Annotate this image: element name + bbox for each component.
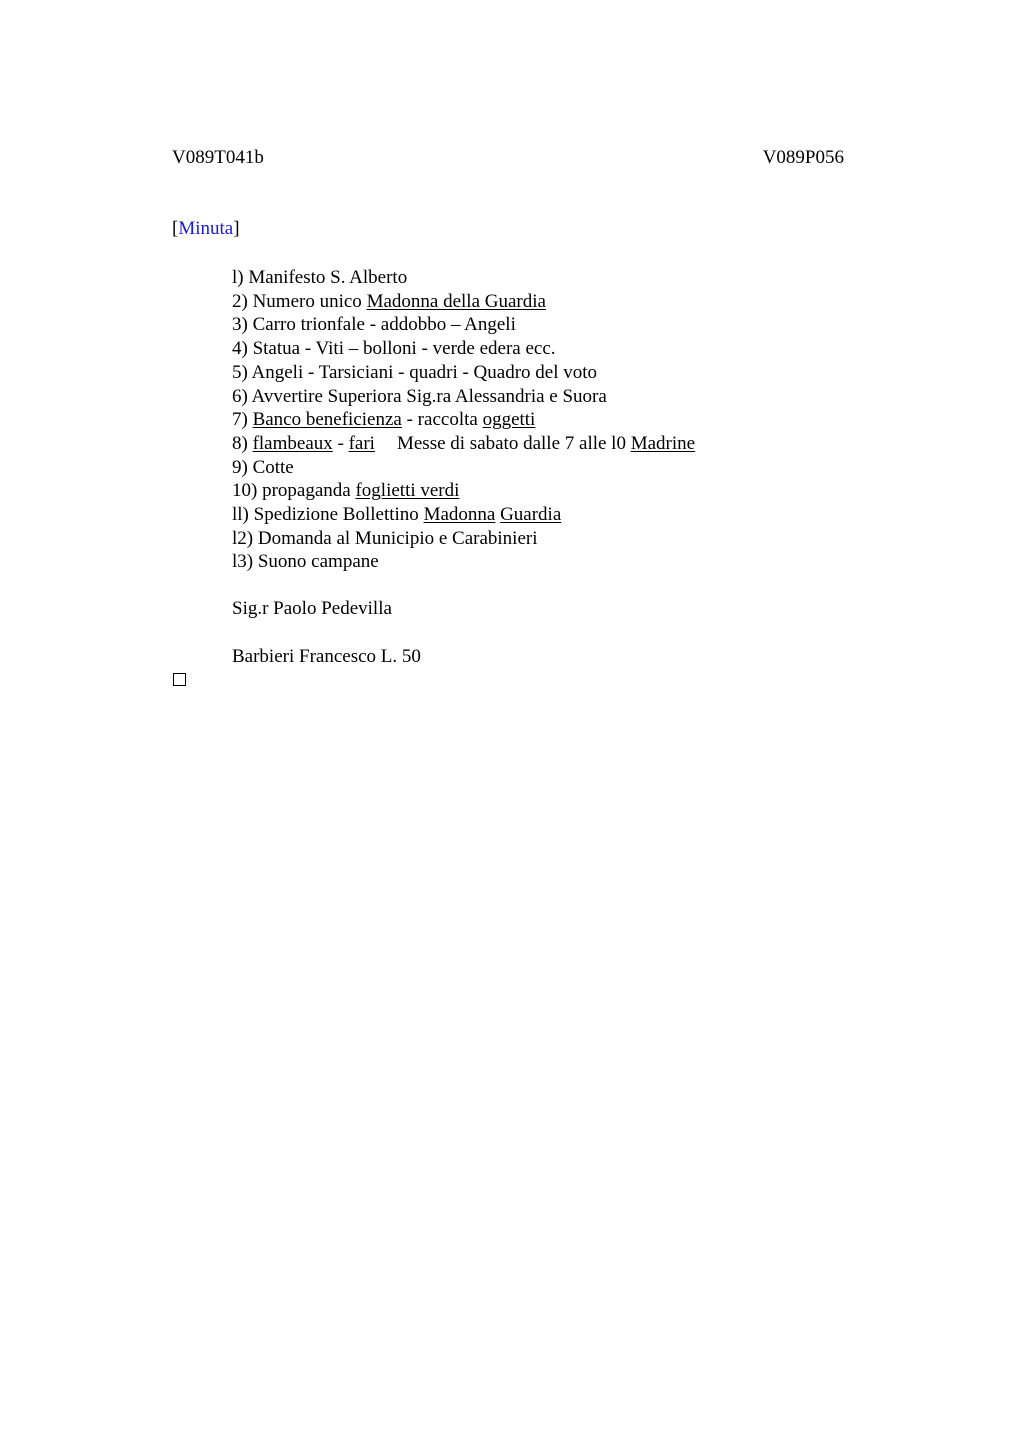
underlined-text: foglietti verdi — [355, 480, 460, 502]
list-item — [232, 408, 695, 432]
minuta-word: Minuta — [178, 218, 234, 239]
list-item — [232, 550, 695, 574]
item-text: ll) Spedizione Bollettino — [232, 504, 424, 526]
item-text: l) Manifesto S. Alberto — [232, 267, 408, 288]
list-item — [232, 361, 695, 385]
underlined-text: Banco beneficienza — [252, 409, 402, 431]
list-item — [232, 432, 695, 456]
list-item — [232, 527, 695, 551]
item-text: 6) Avvertire Superiora Sig.ra Alessandria e Suora — [232, 385, 607, 407]
underlined-text: Madonna — [423, 504, 496, 526]
list-item — [232, 313, 695, 337]
item-text: 5) Angeli - Tarsiciani - quadri - Quadro del voto — [232, 361, 598, 383]
item-text: - — [332, 432, 349, 454]
close-bracket: ] — [233, 218, 240, 239]
list-item — [232, 503, 695, 527]
list-item — [232, 479, 695, 503]
item-text: 7) — [232, 409, 253, 431]
item-text: 2) Numero unico — [232, 290, 367, 312]
item-text: - raccolta — [401, 409, 483, 431]
name-barbieri-francesco: Barbieri Francesco L. 50 — [232, 646, 421, 667]
item-text: 3) Carro trionfale - addobbo – Angeli — [232, 314, 516, 336]
list-item — [232, 385, 695, 409]
underlined-text: Madonna della Guardia — [366, 290, 546, 312]
item-text: 8) — [232, 432, 253, 454]
list-item — [232, 337, 695, 361]
document-code-left: V089T041b — [172, 147, 264, 168]
underlined-text: flambeaux — [252, 432, 333, 454]
item-text: 4) Statua - Viti – bolloni - verde edera ecc. — [232, 338, 556, 360]
list-item — [232, 266, 695, 290]
name-paolo-pedevilla: Sig.r Paolo Pedevilla — [232, 598, 392, 619]
underlined-text: Madrine — [630, 432, 696, 454]
item-text: 10) propaganda — [232, 480, 356, 502]
item-text: Messe di sabato dalle 7 alle l0 — [396, 432, 631, 454]
document-code-right: V089P056 — [762, 147, 844, 168]
underlined-text: fari — [348, 432, 375, 454]
numbered-list — [232, 266, 695, 574]
item-text: l3) Suono campane — [232, 551, 379, 573]
list-item — [232, 290, 695, 314]
open-bracket: [ — [172, 218, 179, 239]
item-text: l2) Domanda al Municipio e Carabinieri — [232, 527, 538, 549]
minuta-label — [172, 218, 240, 240]
list-item — [232, 456, 695, 480]
underlined-text: oggetti — [482, 409, 536, 431]
item-text: 9) Cotte — [232, 456, 294, 478]
checkbox-square-icon — [173, 673, 186, 686]
underlined-text: Guardia — [500, 504, 562, 526]
